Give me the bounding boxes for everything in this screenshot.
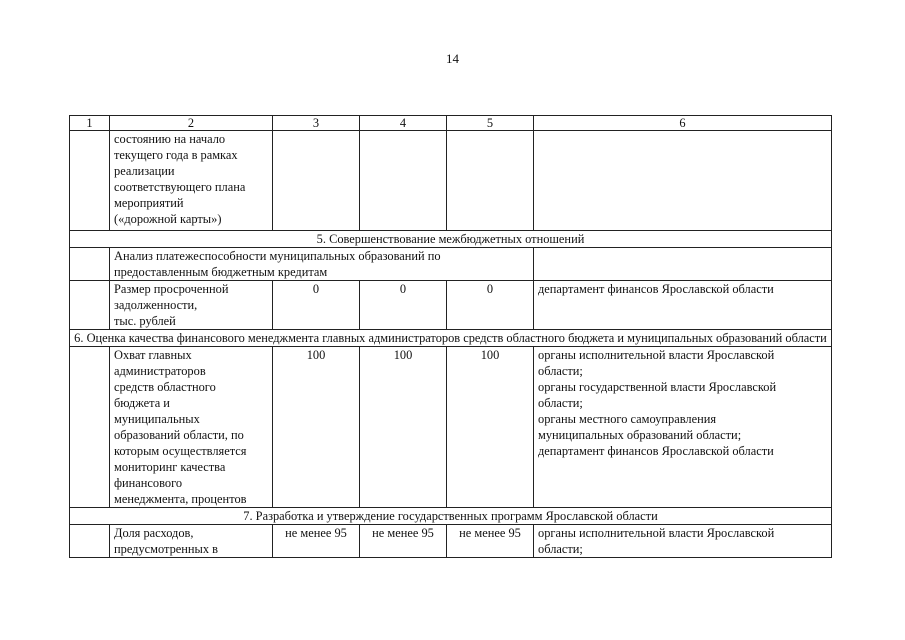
header-col-1: 1 xyxy=(70,116,110,131)
indicator-name: Размер просроченной задолженности, тыс. рублей xyxy=(110,281,273,330)
value-col-5: не менее 95 xyxy=(447,525,534,558)
cell-col-1 xyxy=(70,347,110,508)
indicator-name: состоянию на начало текущего года в рамках реализации соответствующего плана мероприятий («дорожной карты») xyxy=(110,131,273,231)
table-row xyxy=(70,347,832,508)
value-col-5: 0 xyxy=(447,281,534,330)
section-5-subtitle: Анализ платежеспособности муниципальных образований по предоставленным бюджетным кредитам xyxy=(110,248,534,281)
cell-col-1 xyxy=(70,281,110,330)
header-col-3: 3 xyxy=(273,116,360,131)
section-5-title: 5. Совершенствование межбюджетных отношений xyxy=(70,231,832,248)
table-row xyxy=(70,525,832,558)
value-col-5: 100 xyxy=(447,347,534,508)
cell-col-6 xyxy=(534,131,832,231)
header-col-4: 4 xyxy=(360,116,447,131)
value-col-4: 0 xyxy=(360,281,447,330)
header-col-6: 6 xyxy=(534,116,832,131)
cell-col-4 xyxy=(360,131,447,231)
header-col-2: 2 xyxy=(110,116,273,131)
cell-col-1 xyxy=(70,525,110,558)
value-col-3: 100 xyxy=(273,347,360,508)
table-row xyxy=(70,131,832,231)
value-col-3: не менее 95 xyxy=(273,525,360,558)
responsible-body: органы исполнительной власти Ярославской области; xyxy=(534,525,832,558)
value-col-4: 100 xyxy=(360,347,447,508)
cell-col-3 xyxy=(273,131,360,231)
header-col-5: 5 xyxy=(447,116,534,131)
section-6-title: 6. Оценка качества финансового менеджмента главных администраторов средств областного бюджета и муниципальных образований области xyxy=(70,330,832,347)
value-col-4: не менее 95 xyxy=(360,525,447,558)
cell-col-1 xyxy=(70,248,110,281)
section-7-title: 7. Разработка и утверждение государственных программ Ярославской области xyxy=(70,508,832,525)
cell-col-5 xyxy=(447,131,534,231)
section-header-row xyxy=(70,330,832,347)
cell-col-1 xyxy=(70,131,110,231)
section-header-row xyxy=(70,508,832,525)
table-header-row xyxy=(70,116,832,131)
value-col-3: 0 xyxy=(273,281,360,330)
indicator-name: Доля расходов, предусмотренных в xyxy=(110,525,273,558)
page-number: 14 xyxy=(446,51,459,66)
responsible-body: органы исполнительной власти Ярославской области; органы государственной власти Ярославской области; органы местного самоуправления муниципальных образований области; департамент финансов Ярославской области xyxy=(534,347,832,508)
subsection-row xyxy=(70,248,832,281)
table-row xyxy=(70,281,832,330)
section-header-row xyxy=(70,231,832,248)
cell-col-6 xyxy=(534,248,832,281)
responsible-body: департамент финансов Ярославской области xyxy=(534,281,832,330)
indicator-table xyxy=(69,115,832,558)
indicator-name: Охват главных администраторов средств областного бюджета и муниципальных образований области, по которым осуществляется мониторинг качества финансового менеджмента, процентов xyxy=(110,347,273,508)
